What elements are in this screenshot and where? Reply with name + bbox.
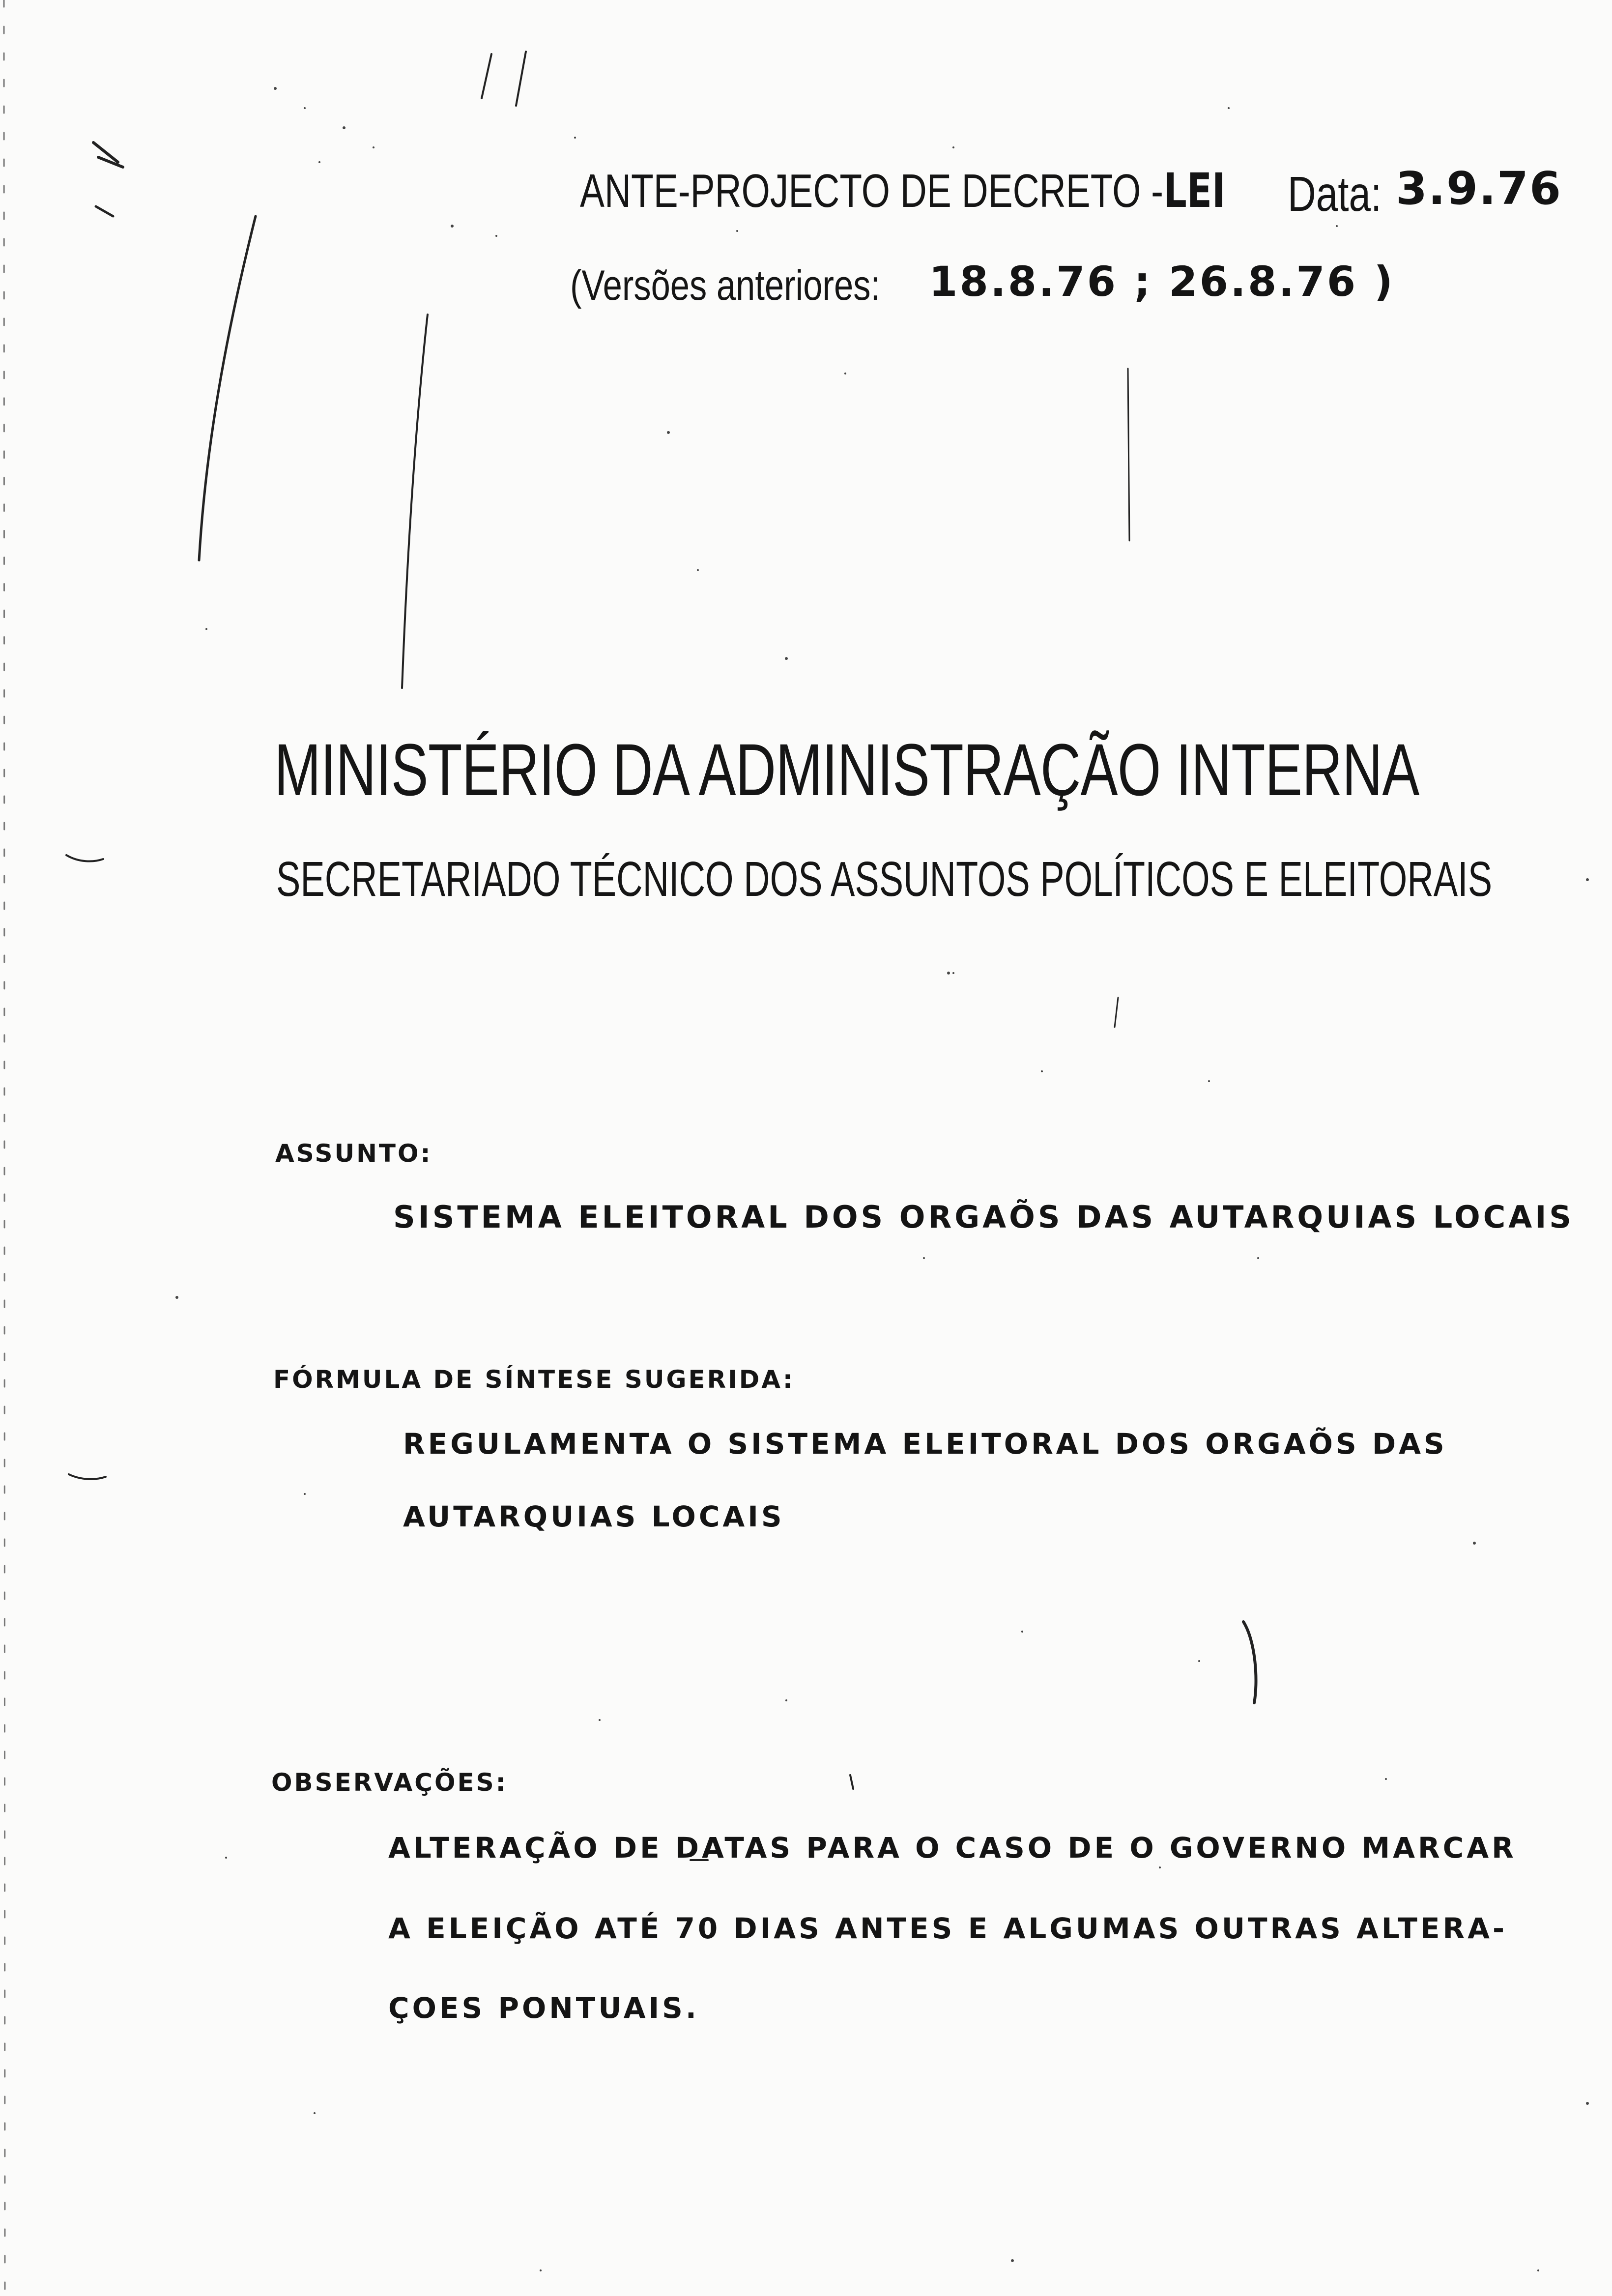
previous-versions-label: (Versões anteriores: (570, 262, 881, 309)
ministry-name: MINISTÉRIO DA ADMINISTRAÇÃO INTERNA (274, 728, 1419, 811)
draft-title-handwritten: LEI (1163, 163, 1226, 218)
previous-versions-dates: 18.8.76 ; 26.8.76 ) (929, 258, 1395, 306)
formula-line-1: REGULAMENTA O SISTEMA ELEITORAL DOS ORGAÕS DAS (403, 1427, 1447, 1461)
assunto-value: SISTEMA ELEITORAL DOS ORGAÕS DAS AUTARQUIAS LOCAIS (393, 1199, 1574, 1235)
date-label: Data: (1288, 167, 1382, 222)
secretariat-name: SECRETARIADO TÉCNICO DOS ASSUNTOS POLÍTICOS E ELEITORAIS (276, 852, 1493, 907)
draft-title (580, 163, 1226, 218)
draft-title-typed: ANTE-PROJECTO DE DECRETO - (580, 165, 1164, 217)
observacoes-line-3: ÇOES PONTUAIS. (388, 1991, 699, 2025)
formula-label: FÓRMULA DE SÍNTESE SUGERIDA: (273, 1365, 795, 1394)
date-value: 3.9.76 (1396, 162, 1562, 215)
observacoes-label: OBSERVAÇÕES: (271, 1768, 508, 1797)
assunto-label: ASSUNTO: (275, 1139, 432, 1168)
observacoes-line-1: ALTERAÇÃO DE DATAS PARA O CASO DE O GOVERNO MARCAR (388, 1831, 1517, 1865)
observacoes-line-2: A ELEIÇÃO ATÉ 70 DIAS ANTES E ALGUMAS OUTRAS ALTERA- (388, 1912, 1508, 1945)
formula-line-2: AUTARQUIAS LOCAIS (403, 1500, 785, 1533)
